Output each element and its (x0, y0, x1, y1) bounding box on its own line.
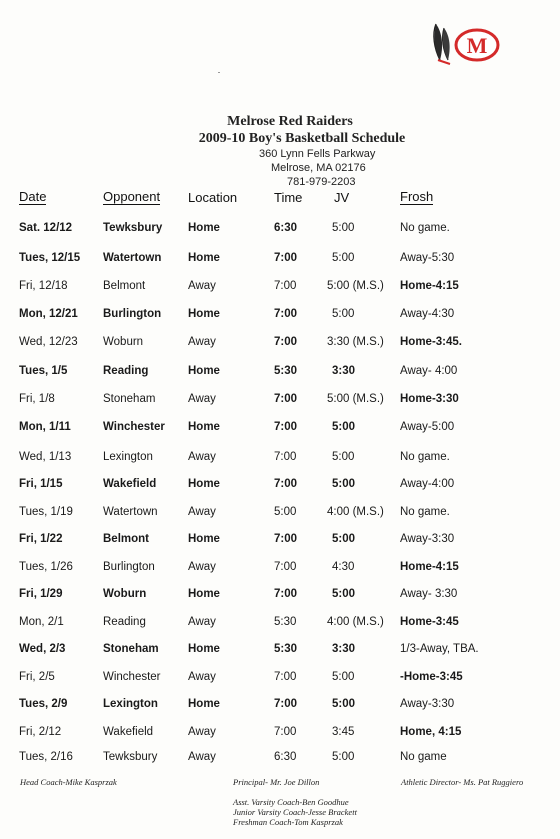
cell-date: Mon, 2/1 (19, 616, 64, 628)
cell-time: 7:00 (274, 280, 297, 292)
head-coach: Head Coach-Mike Kasprzak (20, 777, 117, 787)
table-row (0, 588, 560, 608)
cell-time: 6:30 (274, 222, 298, 234)
cell-location: Away (188, 726, 216, 738)
cell-time: 7:00 (274, 252, 298, 264)
principal: Principal- Mr. Joe Dillon (233, 777, 320, 787)
cell-date: Fri, 2/5 (19, 671, 55, 683)
cell-opponent: Tewksbury (103, 222, 163, 234)
table-row (0, 451, 560, 471)
cell-opponent: Lexington (103, 451, 153, 463)
cell-location: Away (188, 506, 216, 518)
cell-time: 7:00 (274, 588, 298, 600)
cell-jv: 5:00 (M.S.) (327, 280, 384, 292)
cell-date: Fri, 1/15 (19, 478, 63, 490)
table-row (0, 393, 560, 413)
cell-location: Home (188, 421, 220, 433)
cell-date: Tues, 1/19 (19, 506, 73, 518)
cell-time: 5:30 (274, 616, 297, 628)
asst-varsity-coach: Asst. Varsity Coach-Ben Goodhue (233, 797, 349, 807)
cell-location: Away (188, 616, 216, 628)
cell-jv: 5:00 (332, 308, 355, 320)
table-row (0, 506, 560, 526)
cell-location: Home (188, 643, 220, 655)
cell-time: 7:00 (274, 451, 297, 463)
cell-opponent: Wakefield (103, 726, 154, 738)
cell-frosh: Home-4:15 (400, 561, 459, 573)
athletic-director: Athletic Director- Ms. Pat Ruggiero (401, 777, 524, 787)
table-row (0, 252, 560, 272)
cell-opponent: Burlington (103, 561, 155, 573)
cell-time: 6:30 (274, 751, 297, 763)
cell-date: Fri, 1/29 (19, 588, 63, 600)
cell-time: 7:00 (274, 671, 297, 683)
cell-frosh: No game. (400, 506, 450, 518)
table-row (0, 421, 560, 441)
cell-opponent: Belmont (103, 280, 146, 292)
cell-opponent: Tewksbury (103, 751, 158, 763)
cell-location: Away (188, 280, 216, 292)
cell-location: Home (188, 698, 220, 710)
column-header-jv: JV (334, 190, 350, 205)
cell-opponent: Woburn (103, 336, 144, 348)
cell-frosh: Away-4:30 (400, 308, 455, 320)
cell-opponent: Woburn (103, 588, 147, 600)
cell-frosh: Away- 3:30 (400, 588, 458, 600)
cell-date: Sat. 12/12 (19, 222, 73, 234)
cell-date: Tues, 1/5 (19, 365, 68, 377)
cell-date: Tues, 12/15 (19, 252, 81, 264)
cell-location: Home (188, 308, 220, 320)
cell-time: 7:00 (274, 478, 298, 490)
melrose-logo (428, 20, 500, 70)
cell-jv: 5:00 (332, 671, 355, 683)
cell-opponent: Lexington (103, 698, 158, 710)
logo-letter: M (466, 33, 488, 58)
cell-frosh: Home, 4:15 (400, 726, 462, 738)
cell-opponent: Belmont (103, 533, 149, 545)
cell-opponent: Reading (103, 616, 146, 628)
cell-time: 7:00 (274, 393, 298, 405)
cell-date: Mon, 12/21 (19, 308, 78, 320)
cell-frosh: Home-3:30 (400, 393, 459, 405)
cell-opponent: Winchester (103, 671, 161, 683)
schedule-title: 2009-10 Boy's Basketball Schedule (198, 131, 406, 146)
cell-date: Wed, 1/13 (19, 451, 72, 463)
cell-frosh: Away-5:00 (400, 421, 455, 433)
cell-jv: 4:30 (332, 561, 355, 573)
cell-opponent: Winchester (103, 421, 165, 433)
table-row (0, 222, 560, 242)
scan-speck (218, 72, 220, 73)
cell-jv: 4:00 (M.S.) (327, 506, 384, 518)
table-row (0, 336, 560, 356)
table-row (0, 478, 560, 498)
cell-time: 7:00 (274, 533, 298, 545)
phone-number: 781-979-2203 (287, 176, 356, 188)
cell-frosh: Away-3:30 (400, 533, 455, 545)
cell-time: 7:00 (274, 561, 297, 573)
table-row (0, 751, 560, 771)
cell-location: Away (188, 451, 216, 463)
cell-time: 5:30 (274, 643, 298, 655)
table-row (0, 280, 560, 300)
cell-date: Tues, 1/26 (19, 561, 73, 573)
cell-opponent: Stoneham (103, 393, 156, 405)
cell-frosh: Away-4:00 (400, 478, 455, 490)
table-row (0, 365, 560, 385)
cell-opponent: Watertown (103, 252, 162, 264)
column-header-frosh: Frosh (400, 189, 434, 204)
cell-date: Fri, 2/12 (19, 726, 62, 738)
column-header-date: Date (19, 189, 47, 204)
jv-coach: Junior Varsity Coach-Jesse Brackett (233, 807, 357, 817)
table-row (0, 726, 560, 746)
cell-frosh: No game. (400, 451, 450, 463)
table-row (0, 308, 560, 328)
cell-jv: 5:00 (M.S.) (327, 393, 384, 405)
cell-opponent: Wakefield (103, 478, 157, 490)
cell-location: Away (188, 751, 216, 763)
cell-frosh: Home-3:45. (400, 336, 462, 348)
cell-time: 7:00 (274, 308, 298, 320)
feather-icon (434, 24, 450, 64)
cell-date: Tues, 2/9 (19, 698, 68, 710)
cell-frosh: Away-5:30 (400, 252, 455, 264)
table-row (0, 698, 560, 718)
column-header-location: Location (188, 190, 238, 205)
table-row (0, 561, 560, 581)
cell-jv: 5:00 (332, 478, 356, 490)
cell-date: Wed, 12/23 (19, 336, 78, 348)
cell-jv: 5:00 (332, 421, 356, 433)
cell-opponent: Watertown (103, 506, 158, 518)
cell-jv: 3:30 (M.S.) (327, 336, 384, 348)
cell-frosh: Home-3:45 (400, 616, 459, 628)
cell-jv: 5:00 (332, 588, 356, 600)
cell-jv: 5:00 (332, 751, 355, 763)
cell-date: Fri, 12/18 (19, 280, 68, 292)
cell-location: Home (188, 222, 220, 234)
cell-location: Away (188, 561, 216, 573)
freshman-coach: Freshman Coach-Tom Kasprzak (233, 817, 343, 827)
cell-date: Mon, 1/11 (19, 421, 71, 433)
cell-time: 7:00 (274, 726, 297, 738)
cell-frosh: Away- 4:00 (400, 365, 458, 377)
cell-frosh: -Home-3:45 (400, 671, 463, 683)
cell-jv: 5:00 (332, 698, 356, 710)
cell-jv: 3:45 (332, 726, 355, 738)
cell-jv: 5:00 (332, 451, 355, 463)
cell-time: 5:30 (274, 365, 298, 377)
cell-jv: 5:00 (332, 533, 356, 545)
cell-opponent: Burlington (103, 308, 162, 320)
address-street: 360 Lynn Fells Parkway (259, 148, 376, 160)
table-row (0, 643, 560, 663)
cell-jv: 4:00 (M.S.) (327, 616, 384, 628)
cell-frosh: 1/3-Away, TBA. (400, 643, 479, 655)
address-city: Melrose, MA 02176 (271, 162, 366, 174)
table-row (0, 671, 560, 691)
column-header-opponent: Opponent (103, 189, 161, 204)
cell-date: Fri, 1/8 (19, 393, 55, 405)
table-row (0, 533, 560, 553)
cell-jv: 3:30 (332, 365, 356, 377)
cell-location: Away (188, 671, 216, 683)
cell-location: Home (188, 365, 220, 377)
cell-jv: 5:00 (332, 222, 355, 234)
cell-frosh: No game. (400, 222, 450, 234)
cell-opponent: Stoneham (103, 643, 159, 655)
cell-date: Wed, 2/3 (19, 643, 66, 655)
cell-frosh: Home-4:15 (400, 280, 459, 292)
cell-opponent: Reading (103, 365, 149, 377)
cell-time: 7:00 (274, 421, 298, 433)
cell-location: Home (188, 478, 220, 490)
cell-time: 7:00 (274, 336, 298, 348)
cell-location: Away (188, 393, 216, 405)
table-row (0, 616, 560, 636)
cell-jv: 3:30 (332, 643, 356, 655)
cell-location: Home (188, 533, 220, 545)
cell-location: Home (188, 252, 220, 264)
column-header-time: Time (274, 190, 303, 205)
cell-jv: 5:00 (332, 252, 355, 264)
cell-location: Away (188, 336, 216, 348)
cell-frosh: No game (400, 751, 447, 763)
team-title: Melrose Red Raiders (227, 114, 353, 129)
cell-time: 7:00 (274, 698, 298, 710)
cell-location: Home (188, 588, 220, 600)
cell-time: 5:00 (274, 506, 297, 518)
cell-date: Fri, 1/22 (19, 533, 63, 545)
cell-frosh: Away-3:30 (400, 698, 455, 710)
cell-date: Tues, 2/16 (19, 751, 73, 763)
